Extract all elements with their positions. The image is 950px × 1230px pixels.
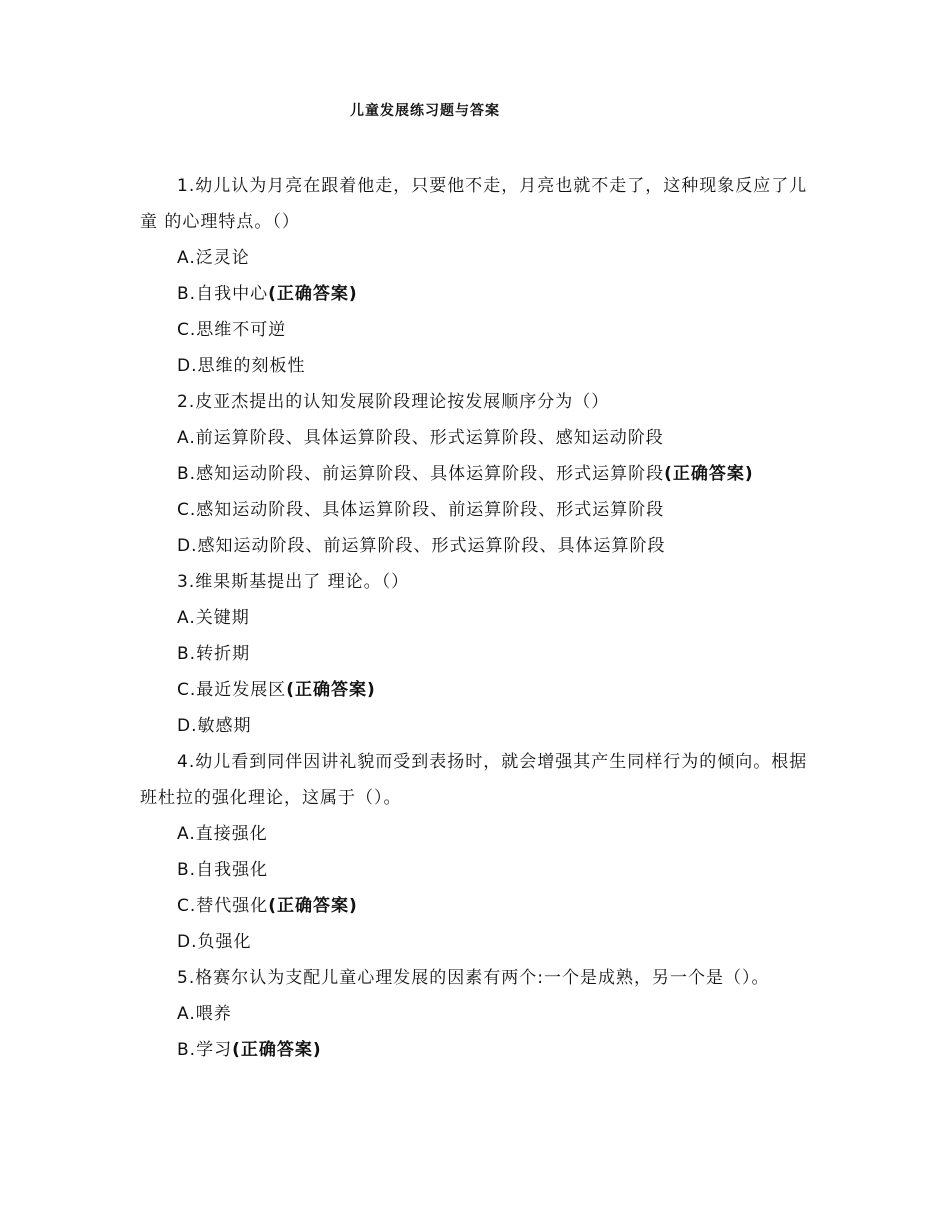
option-b: [140, 276, 820, 312]
option-a: [140, 420, 820, 456]
page-title: 儿童发展练习题与答案: [350, 103, 500, 119]
question-stem: 1.幼儿认为月亮在跟着他走，只要他不走，月亮也就不走了，这种现象反应了儿童 的心理特点。（）: [140, 176, 808, 232]
option-d: [140, 924, 820, 960]
option-text: B.转折期: [177, 644, 251, 664]
question-3: [140, 564, 820, 744]
question-stem: 4.幼儿看到同伴因讲礼貌而受到表扬时，就会增强其产生同样行为的倾向。根据班杜拉的强化理论，这属于（）。: [140, 752, 808, 808]
option-text: D.敏感期: [177, 716, 252, 736]
option-a: [140, 240, 820, 276]
correct-answer-mark: (正确答案): [664, 464, 754, 484]
option-text: A.泛灵论: [177, 248, 250, 268]
question-list: [140, 168, 820, 1068]
option-text: B.学习: [177, 1040, 233, 1060]
option-text: C.感知运动阶段、具体运算阶段、前运算阶段、形式运算阶段: [177, 500, 665, 520]
option-text: B.自我中心: [177, 284, 269, 304]
question-stem: 3.维果斯基提出了 理论。（）: [177, 572, 410, 592]
option-text: D.思维的刻板性: [177, 356, 306, 376]
question-1: [140, 168, 820, 384]
question-2: [140, 384, 820, 564]
question-stem: 5.格赛尔认为支配儿童心理发展的因素有两个:一个是成熟，另一个是（）。: [177, 968, 770, 988]
correct-answer-mark: (正确答案): [268, 284, 358, 304]
correct-answer-mark: (正确答案): [232, 1040, 322, 1060]
option-d: [140, 708, 820, 744]
option-text: A.前运算阶段、具体运算阶段、形式运算阶段、感知运动阶段: [177, 428, 664, 448]
option-text: D.负强化: [177, 932, 252, 952]
option-c: [140, 888, 820, 924]
question-stem: 2.皮亚杰提出的认知发展阶段理论按发展顺序分为（）: [177, 392, 610, 412]
option-text: A.直接强化: [177, 824, 268, 844]
option-text: B.感知运动阶段、前运算阶段、具体运算阶段、形式运算阶段: [177, 464, 665, 484]
option-a: [140, 600, 820, 636]
option-text: A.关键期: [177, 608, 250, 628]
option-text: A.喂养: [177, 1004, 232, 1024]
correct-answer-mark: (正确答案): [268, 896, 358, 916]
option-a: [140, 816, 820, 852]
option-text: C.替代强化: [177, 896, 269, 916]
option-d: [140, 348, 820, 384]
option-text: B.自我强化: [177, 860, 269, 880]
option-text: D.感知运动阶段、前运算阶段、形式运算阶段、具体运算阶段: [177, 536, 666, 556]
option-text: C.思维不可逆: [177, 320, 287, 340]
correct-answer-mark: (正确答案): [286, 680, 376, 700]
option-c: [140, 492, 820, 528]
option-d: [140, 528, 820, 564]
option-b: [140, 636, 820, 672]
option-a: [140, 996, 820, 1032]
option-b: [140, 456, 820, 492]
option-b: [140, 852, 820, 888]
question-4: [140, 744, 820, 960]
option-c: [140, 312, 820, 348]
question-5: [140, 960, 820, 1068]
option-text: C.最近发展区: [177, 680, 287, 700]
option-b: [140, 1032, 820, 1068]
option-c: [140, 672, 820, 708]
